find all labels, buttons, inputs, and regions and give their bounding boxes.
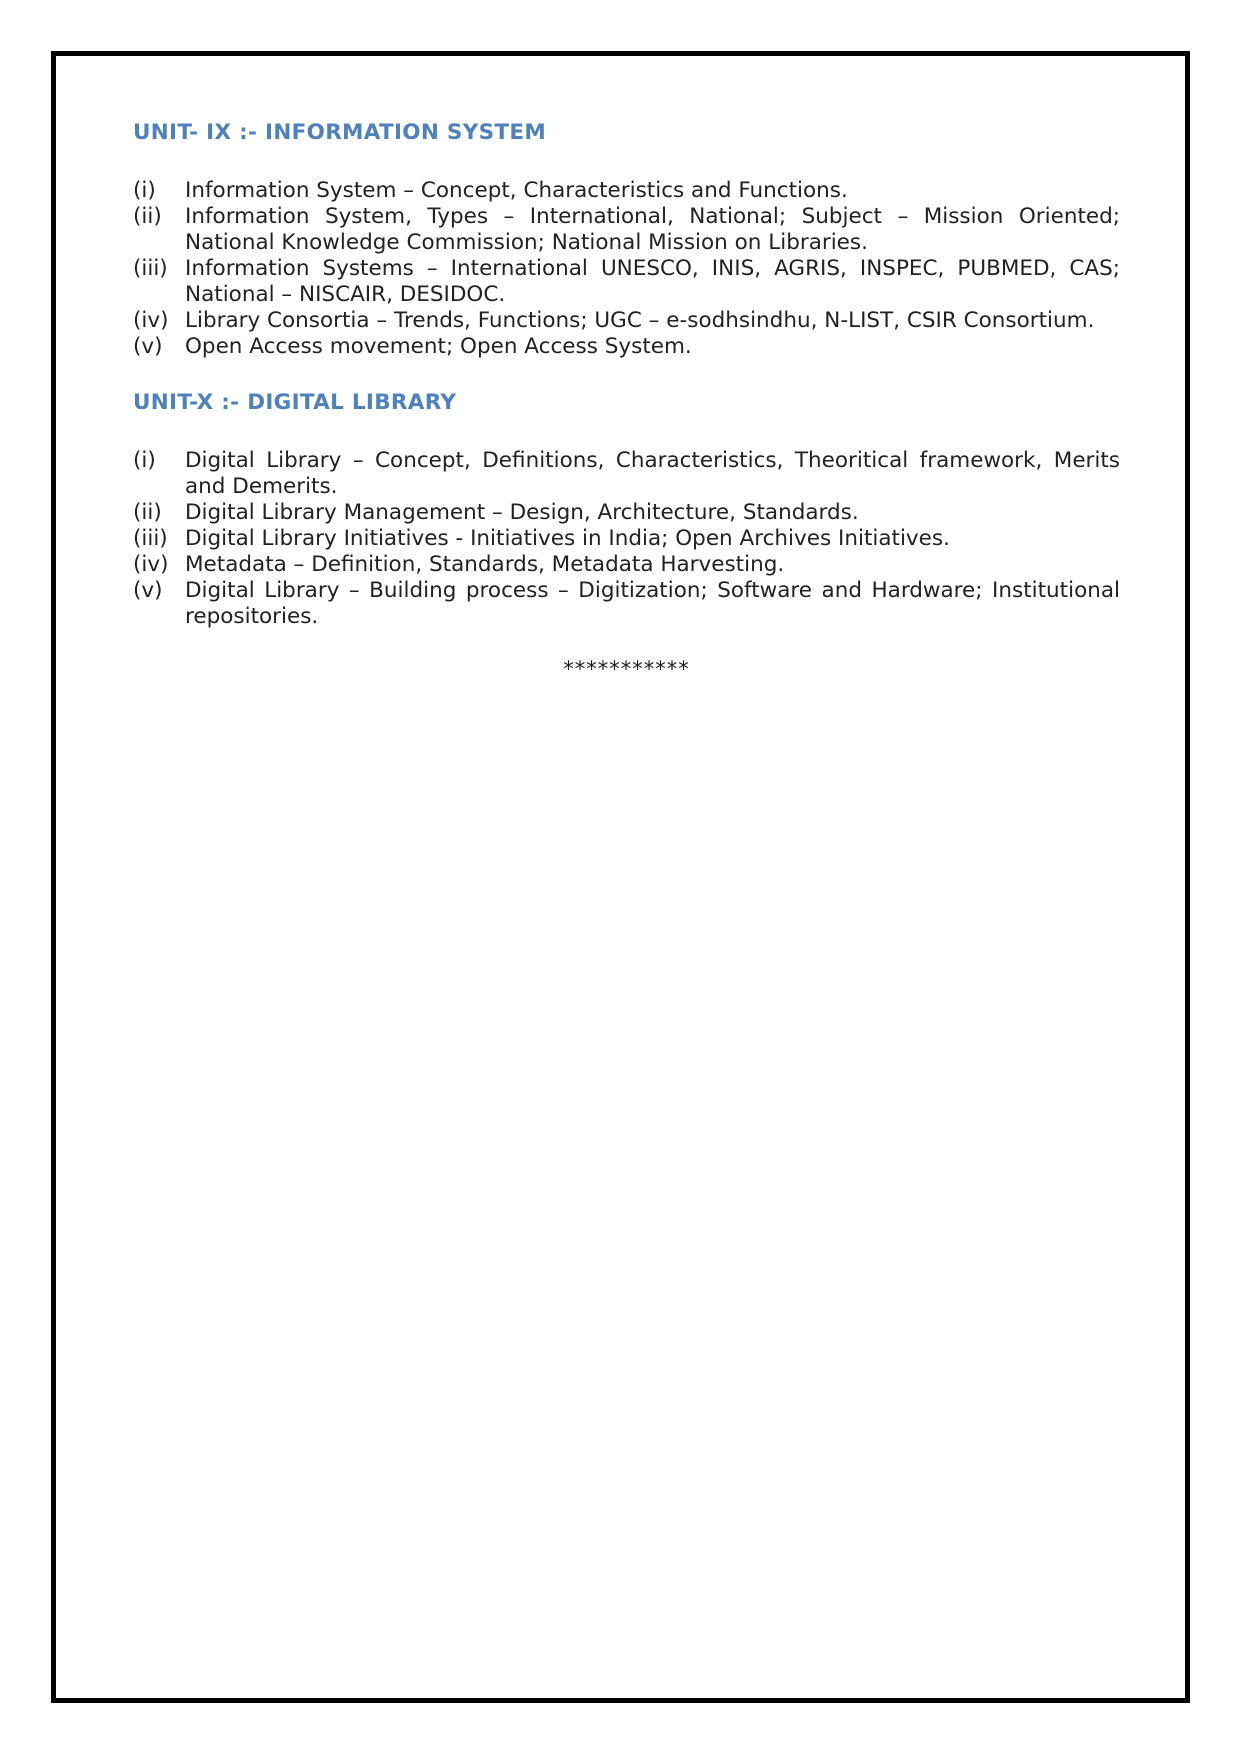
item-text: Information System – Concept, Characteristics and Functions.: [185, 178, 848, 203]
page-border: [51, 51, 1190, 1703]
item-marker: (ii): [133, 500, 162, 525]
item-text: Digital Library – Building process – Digitization; Software and Hardware; Institutional repositories.: [185, 578, 1120, 629]
syllabus-item: [133, 204, 1120, 256]
item-marker: (i): [133, 448, 156, 473]
syllabus-item: [133, 178, 1120, 204]
syllabus-item: [133, 308, 1120, 334]
item-text: Open Access movement; Open Access System.: [185, 334, 692, 359]
item-marker: (iii): [133, 526, 168, 551]
item-marker: (i): [133, 178, 156, 203]
item-marker: (iv): [133, 308, 169, 333]
syllabus-item: [133, 526, 1120, 552]
item-text: Digital Library Management – Design, Architecture, Standards.: [185, 500, 859, 525]
unit-x-heading: UNIT-X :- DIGITAL LIBRARY: [133, 390, 457, 415]
syllabus-item: [133, 500, 1120, 526]
item-text: Digital Library – Concept, Definitions, Characteristics, Theoritical framework, Merits and Demerits.: [185, 448, 1120, 499]
syllabus-item: [133, 256, 1120, 308]
item-marker: (iii): [133, 256, 168, 281]
item-marker: (v): [133, 578, 163, 603]
item-text: Information System, Types – International, National; Subject – Mission Oriented; National Knowledge Commission; National Mission on Libraries.: [185, 204, 1120, 255]
syllabus-item: [133, 448, 1120, 500]
syllabus-item: [133, 552, 1120, 578]
section-unit-ix: [133, 118, 1120, 360]
item-marker: (ii): [133, 204, 162, 229]
section-unit-x: [133, 388, 1120, 630]
page-content: [133, 118, 1120, 682]
item-text: Metadata – Definition, Standards, Metadata Harvesting.: [185, 552, 785, 577]
item-text: Digital Library Initiatives - Initiatives in India; Open Archives Initiatives.: [185, 526, 950, 551]
asterisk-separator: ***********: [563, 657, 690, 681]
item-marker: (v): [133, 334, 163, 359]
syllabus-item: [133, 334, 1120, 360]
syllabus-item: [133, 578, 1120, 630]
unit-ix-heading: UNIT- IX :- INFORMATION SYSTEM: [133, 120, 547, 145]
item-marker: (iv): [133, 552, 169, 577]
item-text: Information Systems – International UNESCO, INIS, AGRIS, INSPEC, PUBMED, CAS; National – NISCAIR, DESIDOC.: [185, 256, 1120, 307]
item-text: Library Consortia – Trends, Functions; UGC – e-sodhsindhu, N-LIST, CSIR Consortium.: [185, 308, 1095, 333]
